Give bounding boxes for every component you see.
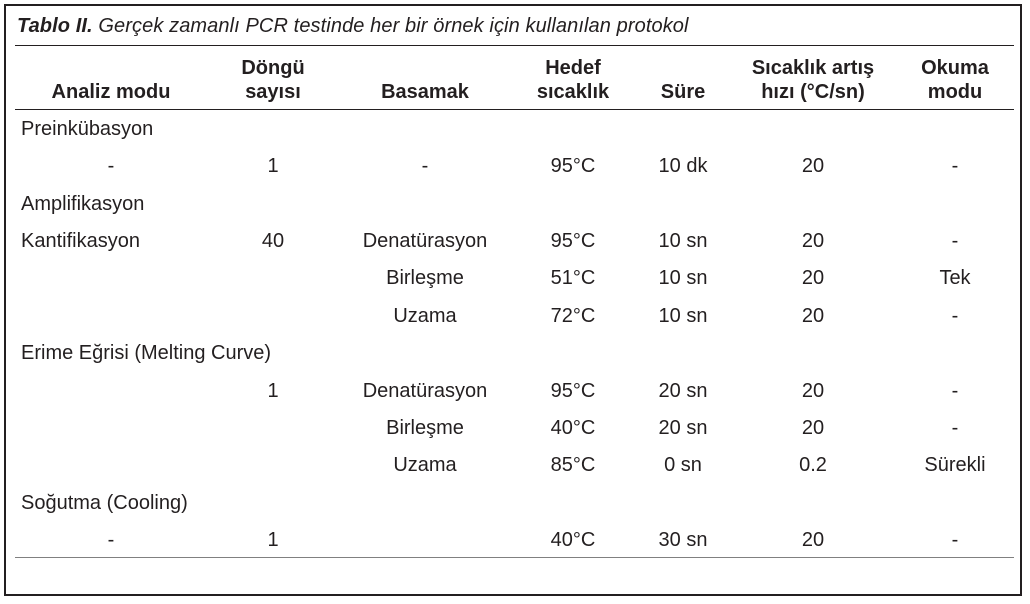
header-sure: [661, 56, 705, 104]
header-line: hızı (°C/sn): [761, 81, 865, 103]
cell-dongu: 40: [261, 230, 285, 252]
cell-hedef: 51°C: [550, 267, 596, 289]
cell-hedef: 95°C: [550, 380, 596, 402]
header-basamak: [381, 56, 469, 104]
cell-sure: 10 sn: [658, 305, 708, 327]
cell-analiz: -: [107, 155, 115, 177]
header-line: Basamak: [381, 81, 469, 103]
section-label-amplifikasyon: Amplifikasyon: [21, 193, 145, 215]
header-hedef-sicaklik: [537, 56, 609, 104]
cell-basamak: Uzama: [393, 454, 457, 476]
section-label-erime-egrisi: Erime Eğrisi (Melting Curve): [21, 342, 272, 364]
cell-okuma: Sürekli: [924, 454, 986, 476]
cell-sure: 10 sn: [658, 230, 708, 252]
cell-basamak: Denatürasyon: [362, 230, 488, 252]
cell-sure: 10 dk: [658, 155, 708, 177]
cell-hedef: 40°C: [550, 417, 596, 439]
cell-sure: 0 sn: [664, 454, 702, 476]
cell-okuma: -: [951, 230, 959, 252]
header-line: sıcaklık: [536, 81, 610, 103]
cell-hiz: 20: [801, 529, 825, 551]
header-okuma-modu: [921, 56, 989, 104]
section-label-sogutma: Soğutma (Cooling): [21, 492, 188, 514]
cell-hiz: 20: [801, 417, 825, 439]
bottom-rule: [15, 557, 1014, 558]
header-line: modu: [927, 81, 983, 103]
header-line: Döngü: [241, 57, 305, 79]
header-artis-hizi: [752, 56, 874, 104]
cell-basamak: Uzama: [393, 305, 457, 327]
table-caption: [17, 15, 689, 38]
cell-basamak: Birleşme: [386, 417, 464, 439]
cell-okuma: -: [951, 417, 959, 439]
header-line: Hedef: [545, 57, 601, 79]
cell-analiz: Kantifikasyon: [21, 230, 140, 252]
cell-dongu: 1: [267, 155, 279, 177]
cell-hiz: 20: [801, 230, 825, 252]
cell-sure: 10 sn: [658, 267, 708, 289]
cell-basamak: -: [421, 155, 429, 177]
cell-analiz: -: [107, 529, 115, 551]
cell-basamak: Birleşme: [386, 267, 464, 289]
cell-sure: 20 sn: [658, 380, 708, 402]
header-line: sayısı: [245, 81, 301, 103]
cell-hiz: 0.2: [799, 454, 827, 476]
cell-hiz: 20: [801, 267, 825, 289]
cell-okuma: Tek: [939, 267, 971, 289]
cell-hiz: 20: [801, 155, 825, 177]
header-rule: [15, 109, 1014, 110]
caption-label: Tablo II.: [17, 15, 93, 37]
cell-hedef: 95°C: [550, 230, 596, 252]
top-rule: [15, 45, 1014, 46]
header-line: Sıcaklık artış: [751, 57, 875, 79]
cell-hiz: 20: [801, 380, 825, 402]
cell-hedef: 72°C: [550, 305, 596, 327]
header-line: Süre: [660, 81, 706, 103]
cell-dongu: 1: [267, 380, 279, 402]
cell-hedef: 85°C: [550, 454, 596, 476]
cell-hedef: 40°C: [550, 529, 596, 551]
cell-sure: 20 sn: [658, 417, 708, 439]
caption-text: Gerçek zamanlı PCR testinde her bir örnek için kullanılan protokol: [92, 15, 689, 37]
cell-okuma: -: [951, 155, 959, 177]
header-dongu-sayisi: [241, 56, 304, 104]
header-line: Okuma: [921, 57, 989, 79]
cell-okuma: -: [951, 305, 959, 327]
section-label-preinkubasyon: Preinkübasyon: [21, 118, 154, 140]
header-analiz-modu: [52, 56, 171, 104]
header-line: Analiz modu: [51, 81, 171, 103]
cell-okuma: -: [951, 529, 959, 551]
cell-hedef: 95°C: [550, 155, 596, 177]
cell-basamak: Denatürasyon: [362, 380, 488, 402]
cell-dongu: 1: [267, 529, 279, 551]
cell-hiz: 20: [801, 305, 825, 327]
cell-sure: 30 sn: [658, 529, 708, 551]
cell-okuma: -: [951, 380, 959, 402]
